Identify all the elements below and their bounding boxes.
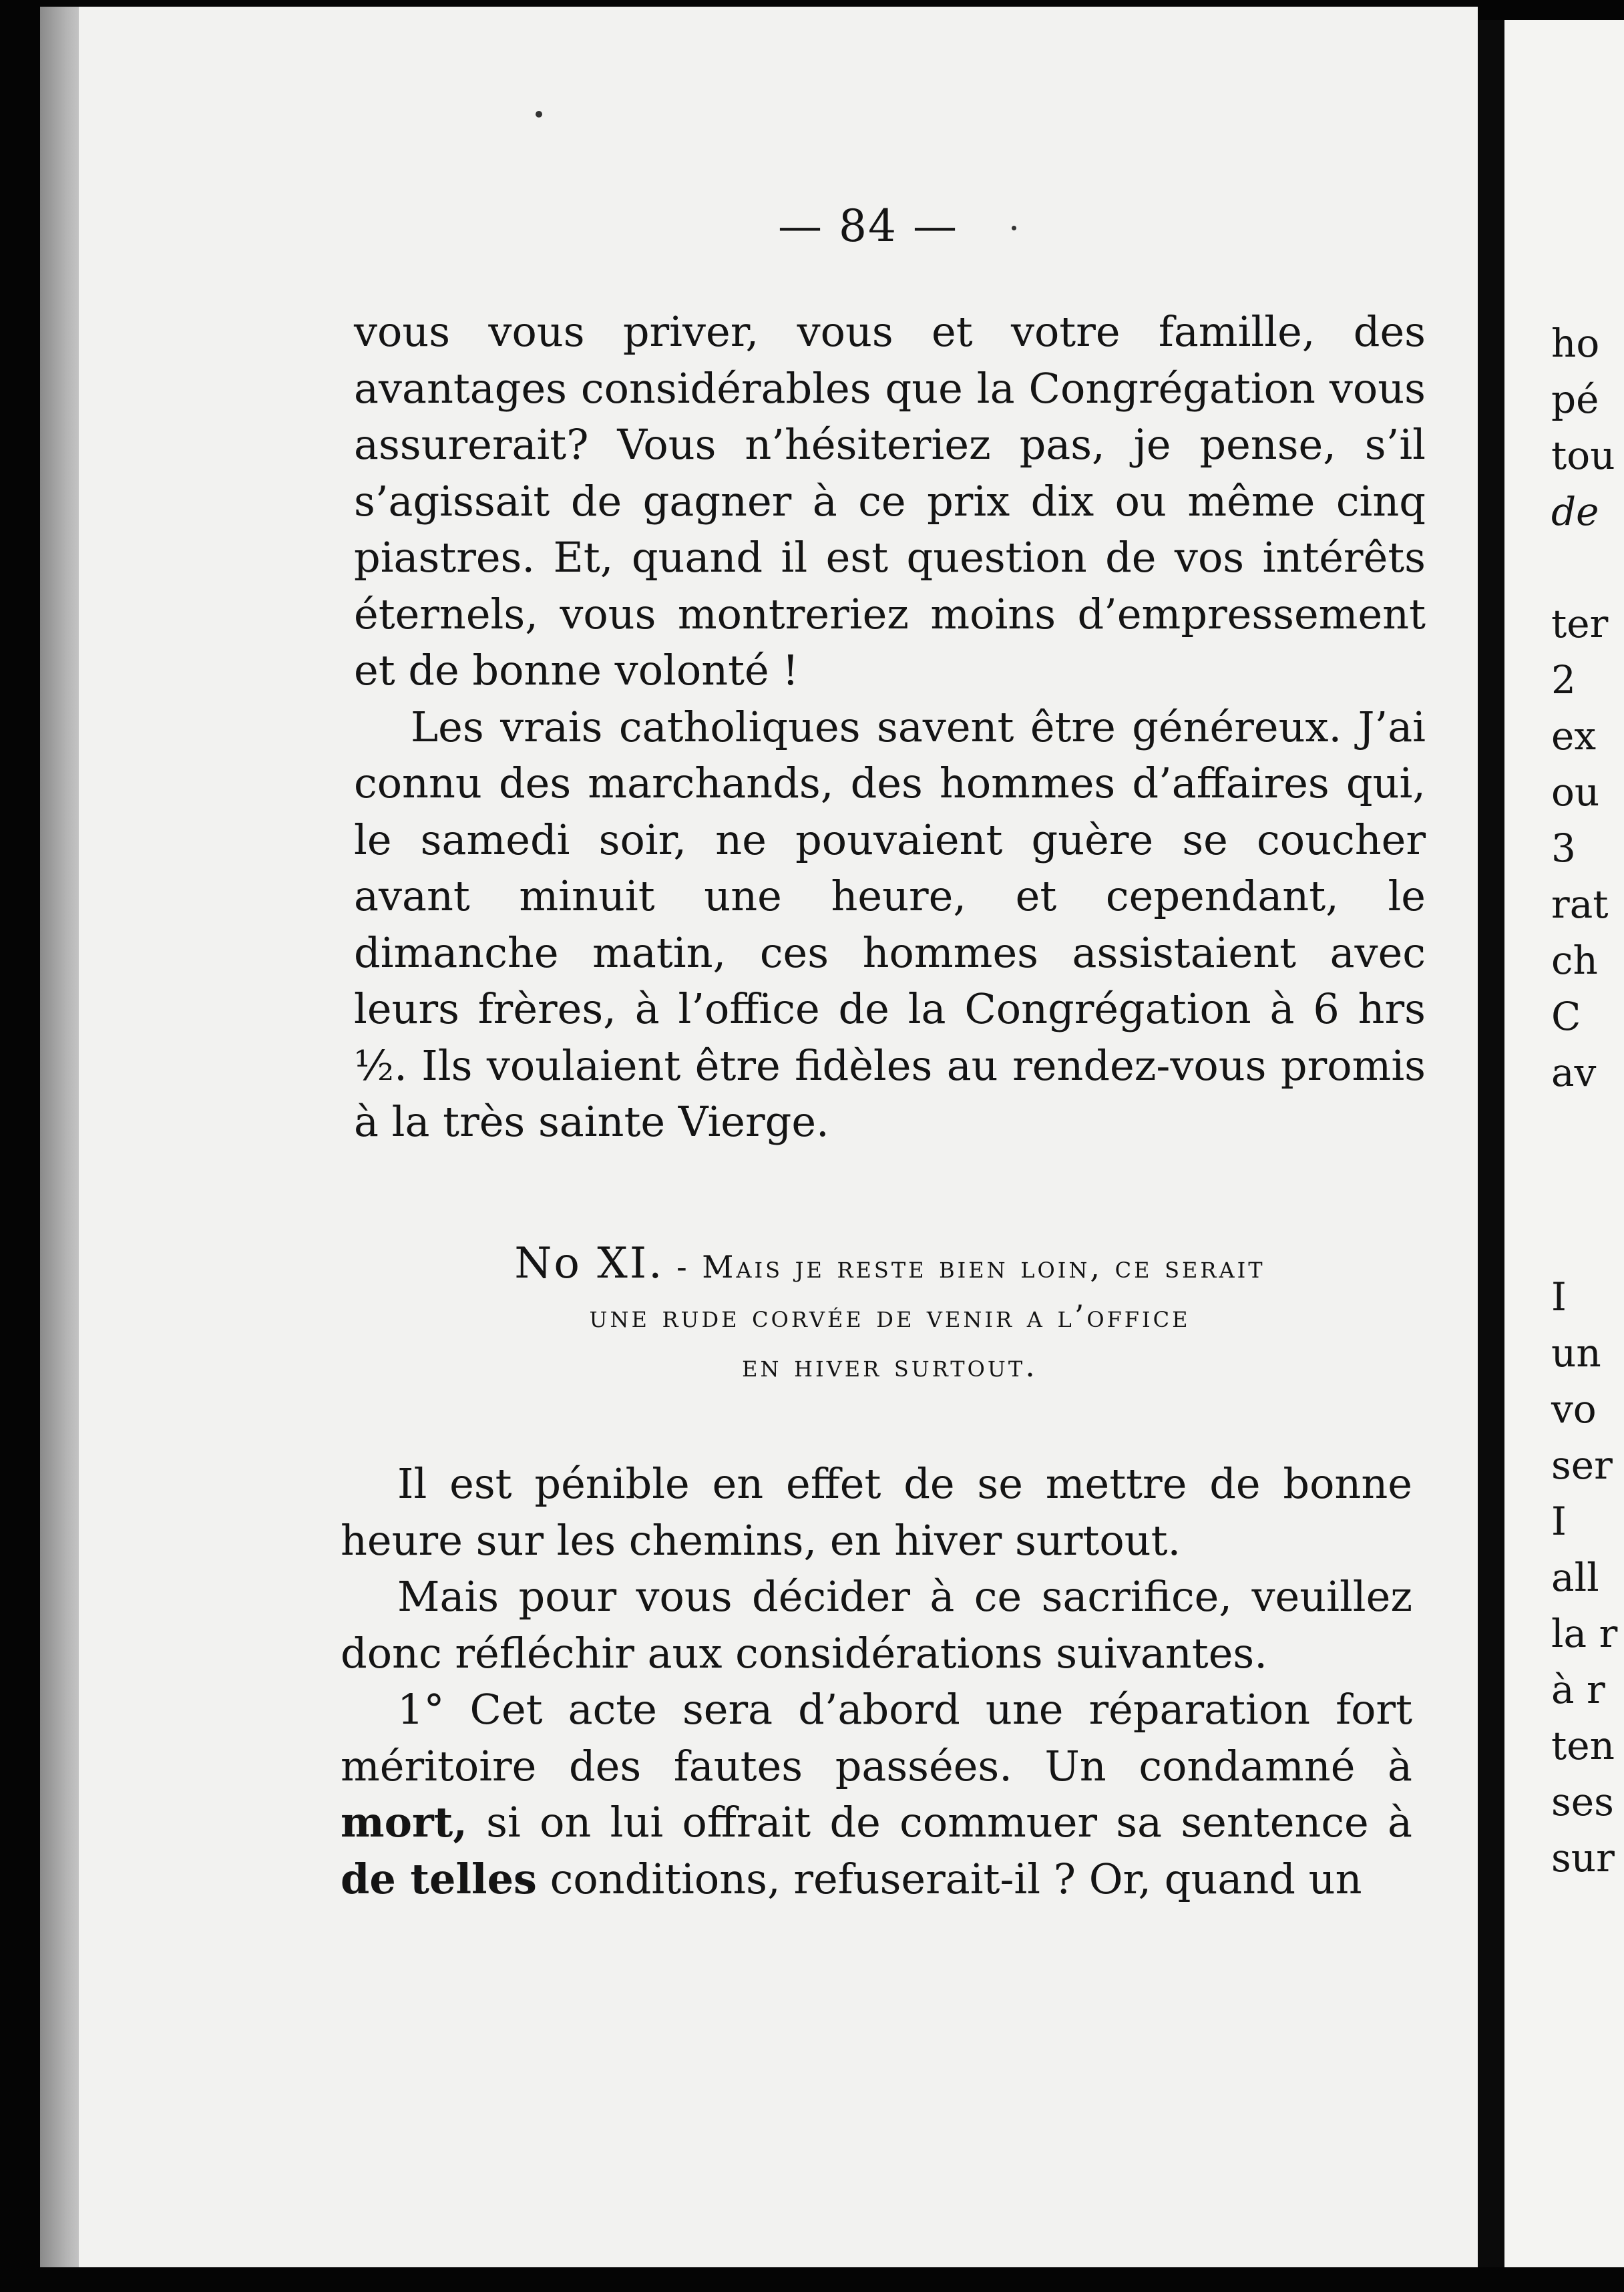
page-number: — 84 — (778, 200, 958, 252)
heading-title-3: en hiver surtout. (742, 1348, 1038, 1384)
facing-line: ses (1551, 1779, 1614, 1825)
facing-line: ch (1551, 938, 1598, 983)
facing-line: sur (1551, 1835, 1615, 1881)
heading-title-2: une rude corvée de venir a l’office (589, 1298, 1191, 1334)
facing-line: ter (1551, 601, 1609, 646)
facing-line: I (1551, 1499, 1567, 1544)
facing-line: av (1551, 1050, 1597, 1095)
section-number: No XI. (514, 1239, 664, 1288)
facing-line: pé (1551, 377, 1599, 422)
paragraph-text: si on lui offrait de commuer sa sentence à (467, 1798, 1412, 1847)
section-heading (374, 1239, 1406, 1390)
facing-line: de (1551, 489, 1599, 534)
facing-line: la r (1551, 1611, 1618, 1656)
body-text-bottom (341, 1456, 1412, 1907)
facing-line (1551, 1213, 1624, 1269)
paragraph-text: 1° Cet acte sera d’abord une réparation fort méritoire des fautes passées. Un condamné à (341, 1685, 1412, 1790)
facing-page-text (1551, 315, 1624, 1886)
facing-line: vo (1551, 1386, 1597, 1432)
body-text-top (354, 304, 1426, 1151)
paragraph-text: conditions, refuserait-il ? Or, quand un (536, 1854, 1362, 1903)
paragraph: Il est pénible en effet de se mettre de bonne heure sur les chemins, en hiver surtout. (341, 1459, 1412, 1565)
facing-line (1551, 1101, 1624, 1157)
facing-line: all (1551, 1555, 1599, 1600)
paragraph (341, 1682, 1412, 1907)
facing-line: ou (1551, 769, 1600, 815)
facing-line: ex (1551, 713, 1597, 759)
facing-line: ser (1551, 1443, 1613, 1488)
paragraph-bold-text: de telles (341, 1854, 537, 1903)
heading-line (374, 1239, 1406, 1292)
facing-line: à r (1551, 1667, 1605, 1712)
facing-line (1551, 540, 1624, 596)
facing-line (1551, 1157, 1624, 1213)
facing-line: tou (1551, 433, 1615, 478)
heading-title-1: Mais je reste bien loin, ce serait (702, 1249, 1265, 1285)
facing-line: rat (1551, 882, 1609, 927)
facing-line: ten (1551, 1723, 1615, 1768)
facing-line: I (1551, 1274, 1567, 1320)
paragraph: vous vous priver, vous et votre famille, des avantages considérables que la Congrégation vous assurerait? Vous n’hésiteriez pas, je pense, s’il s’agissait de gagner à ce prix dix ou même cinq piastres. Et, quand il est question de vos intérêts éternels, vous montreriez moins d’empressement et de bonne volonté ! (354, 307, 1426, 695)
book-gutter (1478, 20, 1504, 2267)
paragraph: Les vrais catholiques savent être généreux. J’ai connu des marchands, des hommes d’affaires qui, le samedi soir, ne pouvaient guère se coucher avant minuit une heure, et cependant, le dimanche matin, ces hommes assistaient avec leurs frères, à l’office de la Congrégation à 6 hrs ½. Ils voulaient être fidèles au rendez-vous promis à la très sainte Vierge. (354, 702, 1426, 1146)
facing-line: un (1551, 1330, 1601, 1376)
ink-speck (1012, 226, 1016, 230)
facing-line: 2 (1551, 657, 1576, 703)
paragraph-bold-text: mort, (341, 1798, 467, 1847)
heading-dash: - (664, 1249, 702, 1285)
paragraph: Mais pour vous décider à ce sacrifice, veuillez donc réfléchir aux considérations suivantes. (341, 1572, 1412, 1678)
ink-speck (536, 111, 542, 118)
facing-line: ho (1551, 321, 1600, 366)
facing-line: C (1551, 994, 1581, 1039)
facing-line: 3 (1551, 825, 1576, 871)
